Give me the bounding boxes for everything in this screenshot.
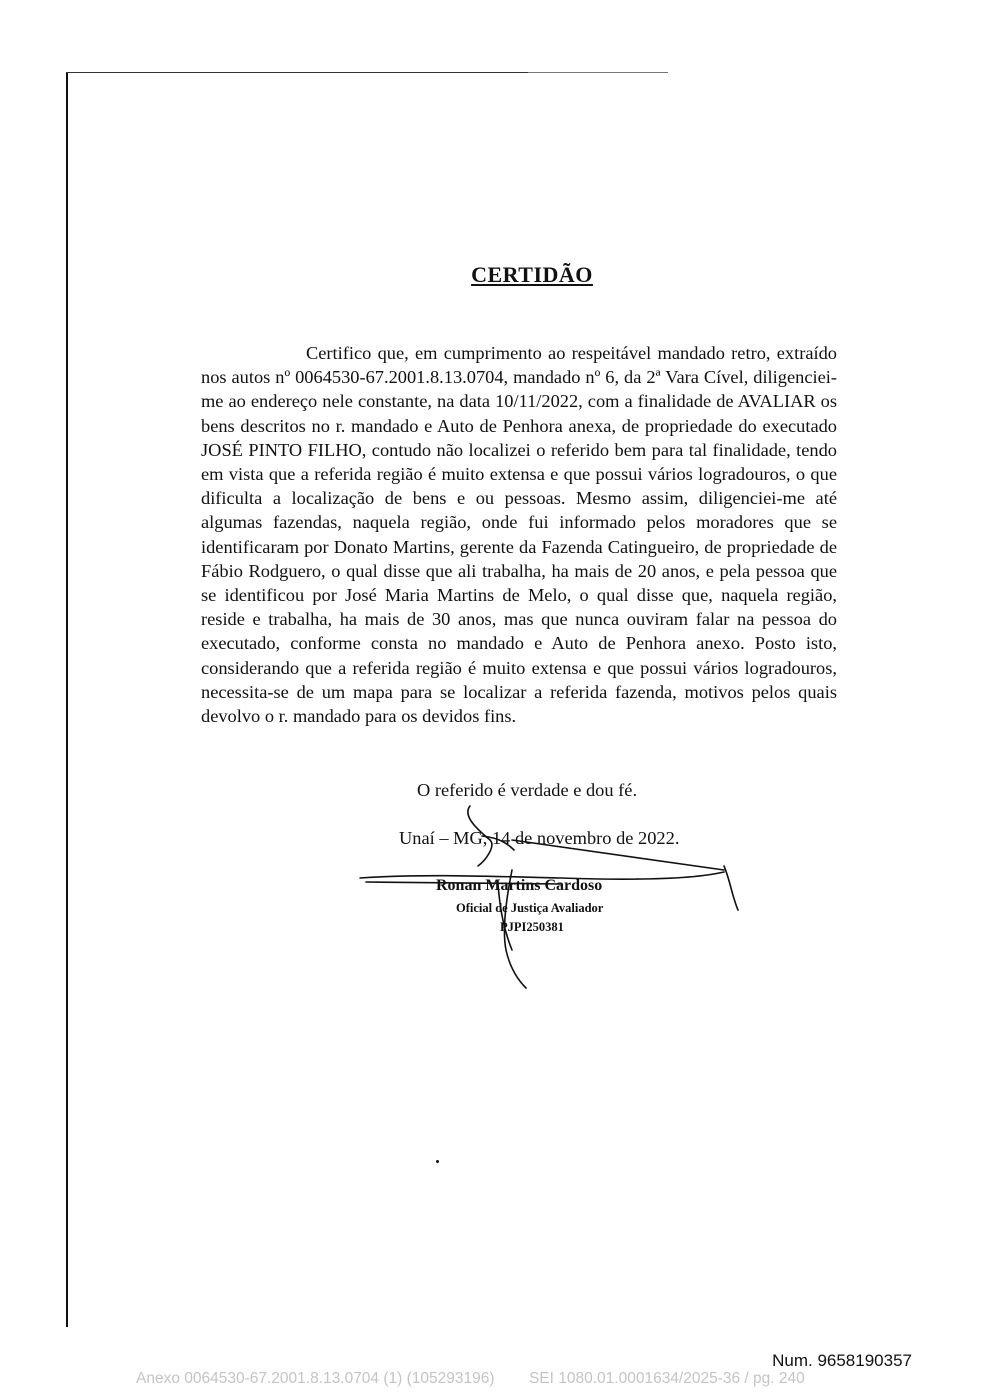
scan-top-border bbox=[66, 72, 586, 73]
signer-id: PJPI250381 bbox=[500, 920, 564, 934]
signer-name: Ronan Martins Cardoso bbox=[436, 877, 603, 894]
stray-dot bbox=[436, 1160, 439, 1163]
footer-watermark: Anexo 0064530-67.2001.8.13.0704 (1) (105293196) SEI 1080.01.0001634/2025-36 / pg. 240 bbox=[136, 1370, 805, 1387]
place-and-date: Unaí – MG, 14 de novembro de 2022. bbox=[399, 828, 680, 848]
signer-role: Oficial de Justiça Avaliador bbox=[456, 901, 604, 915]
document-number: Num. 9658190357 bbox=[772, 1351, 912, 1370]
scan-top-border-faint bbox=[528, 72, 668, 73]
closing-statement: O referido é verdade e dou fé. bbox=[417, 780, 638, 800]
scan-left-border bbox=[66, 72, 68, 1327]
document-title: CERTIDÃO bbox=[471, 262, 593, 287]
certificate-paragraph: Certifico que, em cumprimento ao respeitável mandado retro, extraído nos autos nº 0064530-67.2001.8.13.0704, mandado nº 6, da 2ª Vara Cível, diligenciei-me ao endereço nele constante, na data 10/11/2022, com a finalidade de AVALIAR os bens descritos no r. mandado e Auto de Penhora anexa, de propriedade do executado JOSÉ PINTO FILHO, contudo não localizei o referido bem para tal finalidade, tendo em vista que a referida região é muito extensa e que possui vários logradouros, o que dificulta a localização de bens e ou pessoas. Mesmo assim, diligenciei-me até algumas fazendas, naquela região, onde fui informado pelos moradores que se identificaram por Donato Martins, gerente da Fazenda Catingueiro, de propriedade de Fábio Rodguero, o qual disse que ali trabalha, ha mais de 20 anos, e pela pessoa que se identificou por José Maria Martins de Melo, o qual disse que, naquela região, reside e trabalha, ha mais de 30 anos, mas que nunca ouviram falar na pessoa do executado, conforme consta no mandado e Auto de Penhora anexo. Posto isto, considerando que a referida região é muito extensa e que possui vários logradouros, necessita-se de um mapa para se localizar a referida fazenda, motivos pelos quais devolvo o r. mandado para os devidos fins. bbox=[201, 343, 837, 727]
certificate-body bbox=[201, 341, 837, 728]
